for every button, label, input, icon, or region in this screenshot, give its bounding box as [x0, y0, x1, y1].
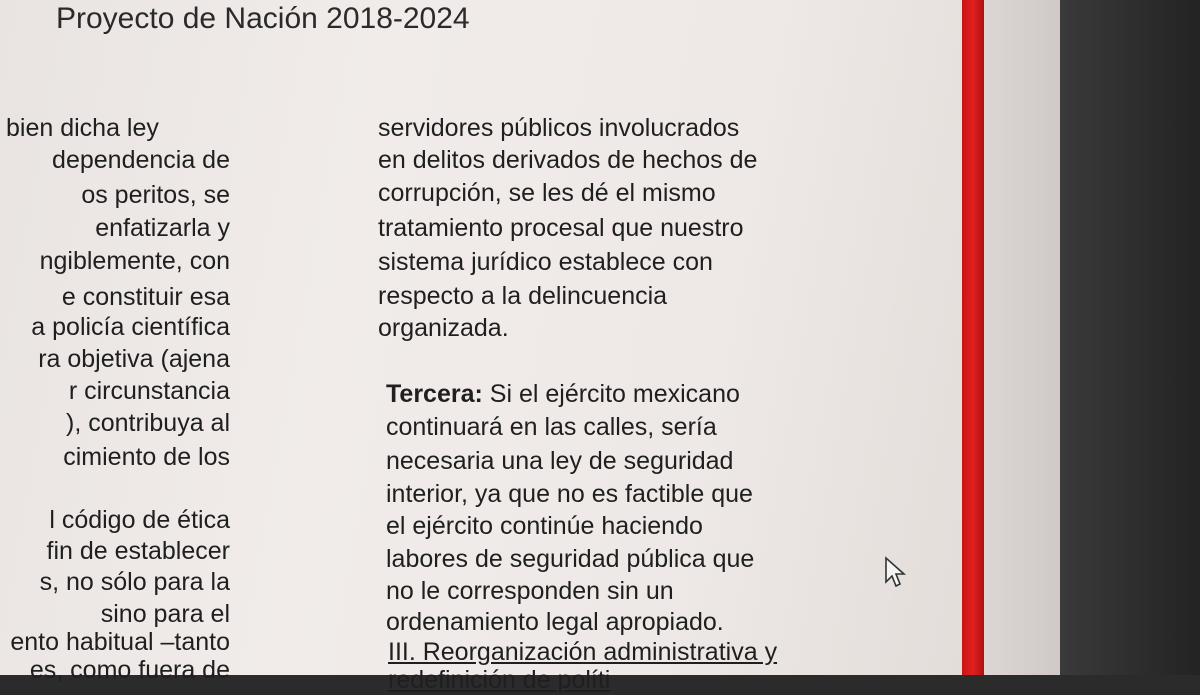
- left-line-12: l código de ética: [49, 506, 230, 534]
- section-heading[interactable]: III. Reorganización administrativa y: [388, 638, 778, 666]
- section-heading-cont[interactable]: redefinición de políti: [388, 666, 611, 694]
- left-line-15: sino para el: [100, 600, 230, 628]
- right-p1-line-1: servidores públicos involucrados: [378, 114, 740, 142]
- right-p2-line-8: ordenamiento legal apropiado.: [386, 608, 724, 636]
- left-line-7: a policía científica: [31, 313, 230, 341]
- right-column: [378, 0, 848, 694]
- right-p2-line-2: continuará en las calles, sería: [386, 413, 717, 441]
- right-p1-line-5: sistema jurídico establece con: [378, 248, 713, 276]
- tercera-label: Tercera:: [386, 380, 483, 408]
- left-line-8: ra objetiva (ajena: [38, 345, 230, 373]
- red-margin-bar: [962, 0, 984, 675]
- screen-dark-edge: [1060, 0, 1200, 675]
- right-p1-line-6: respecto a la delincuencia: [378, 282, 668, 310]
- left-line-1: [6, 114, 230, 143]
- right-p2-line-1: [386, 380, 846, 409]
- left-line-9: r circunstancia: [68, 377, 230, 405]
- left-line-11: cimiento de los: [63, 443, 230, 471]
- right-p1-line-3: corrupción, se les dé el mismo: [378, 179, 716, 207]
- left-line-10: ), contribuya al: [66, 409, 230, 437]
- right-p2-line-7: no le corresponden sin un: [386, 577, 674, 605]
- left-line-14: s, no sólo para la: [39, 568, 230, 596]
- right-p2-line-5: el ejército continúe haciendo: [386, 512, 703, 540]
- page-title: Proyecto de Nación 2018-2024: [56, 2, 470, 35]
- mouse-pointer-icon: [884, 556, 910, 595]
- left-column: [0, 0, 240, 684]
- left-line-13: fin de establecer: [46, 537, 230, 565]
- left-line-5: ngiblemente, con: [39, 247, 230, 275]
- right-p1-line-4: tratamiento procesal que nuestro: [378, 214, 744, 242]
- right-p2-line-4: interior, ya que no es factible que: [386, 480, 753, 508]
- right-p2-line-3: necesaria una ley de seguridad: [386, 447, 734, 475]
- left-line-16: ento habitual –tanto: [10, 628, 230, 656]
- right-p2-line-1-text: Si el ejército mexicano: [489, 380, 740, 408]
- side-panel: [984, 0, 1064, 675]
- right-p1-line-7: organizada.: [378, 314, 509, 342]
- left-line-17: es, como fuera de: [29, 656, 230, 684]
- left-line-3: os peritos, se: [81, 181, 230, 209]
- left-line-2: dependencia de: [52, 146, 230, 174]
- left-line-6: e constituir esa: [61, 283, 230, 311]
- left-line-1-text: bien dicha ley: [6, 114, 159, 142]
- left-line-4: enfatizarla y: [95, 214, 230, 242]
- right-p1-line-2: en delitos derivados de hechos de: [378, 146, 758, 174]
- right-p2-line-6: labores de seguridad pública que: [386, 545, 755, 573]
